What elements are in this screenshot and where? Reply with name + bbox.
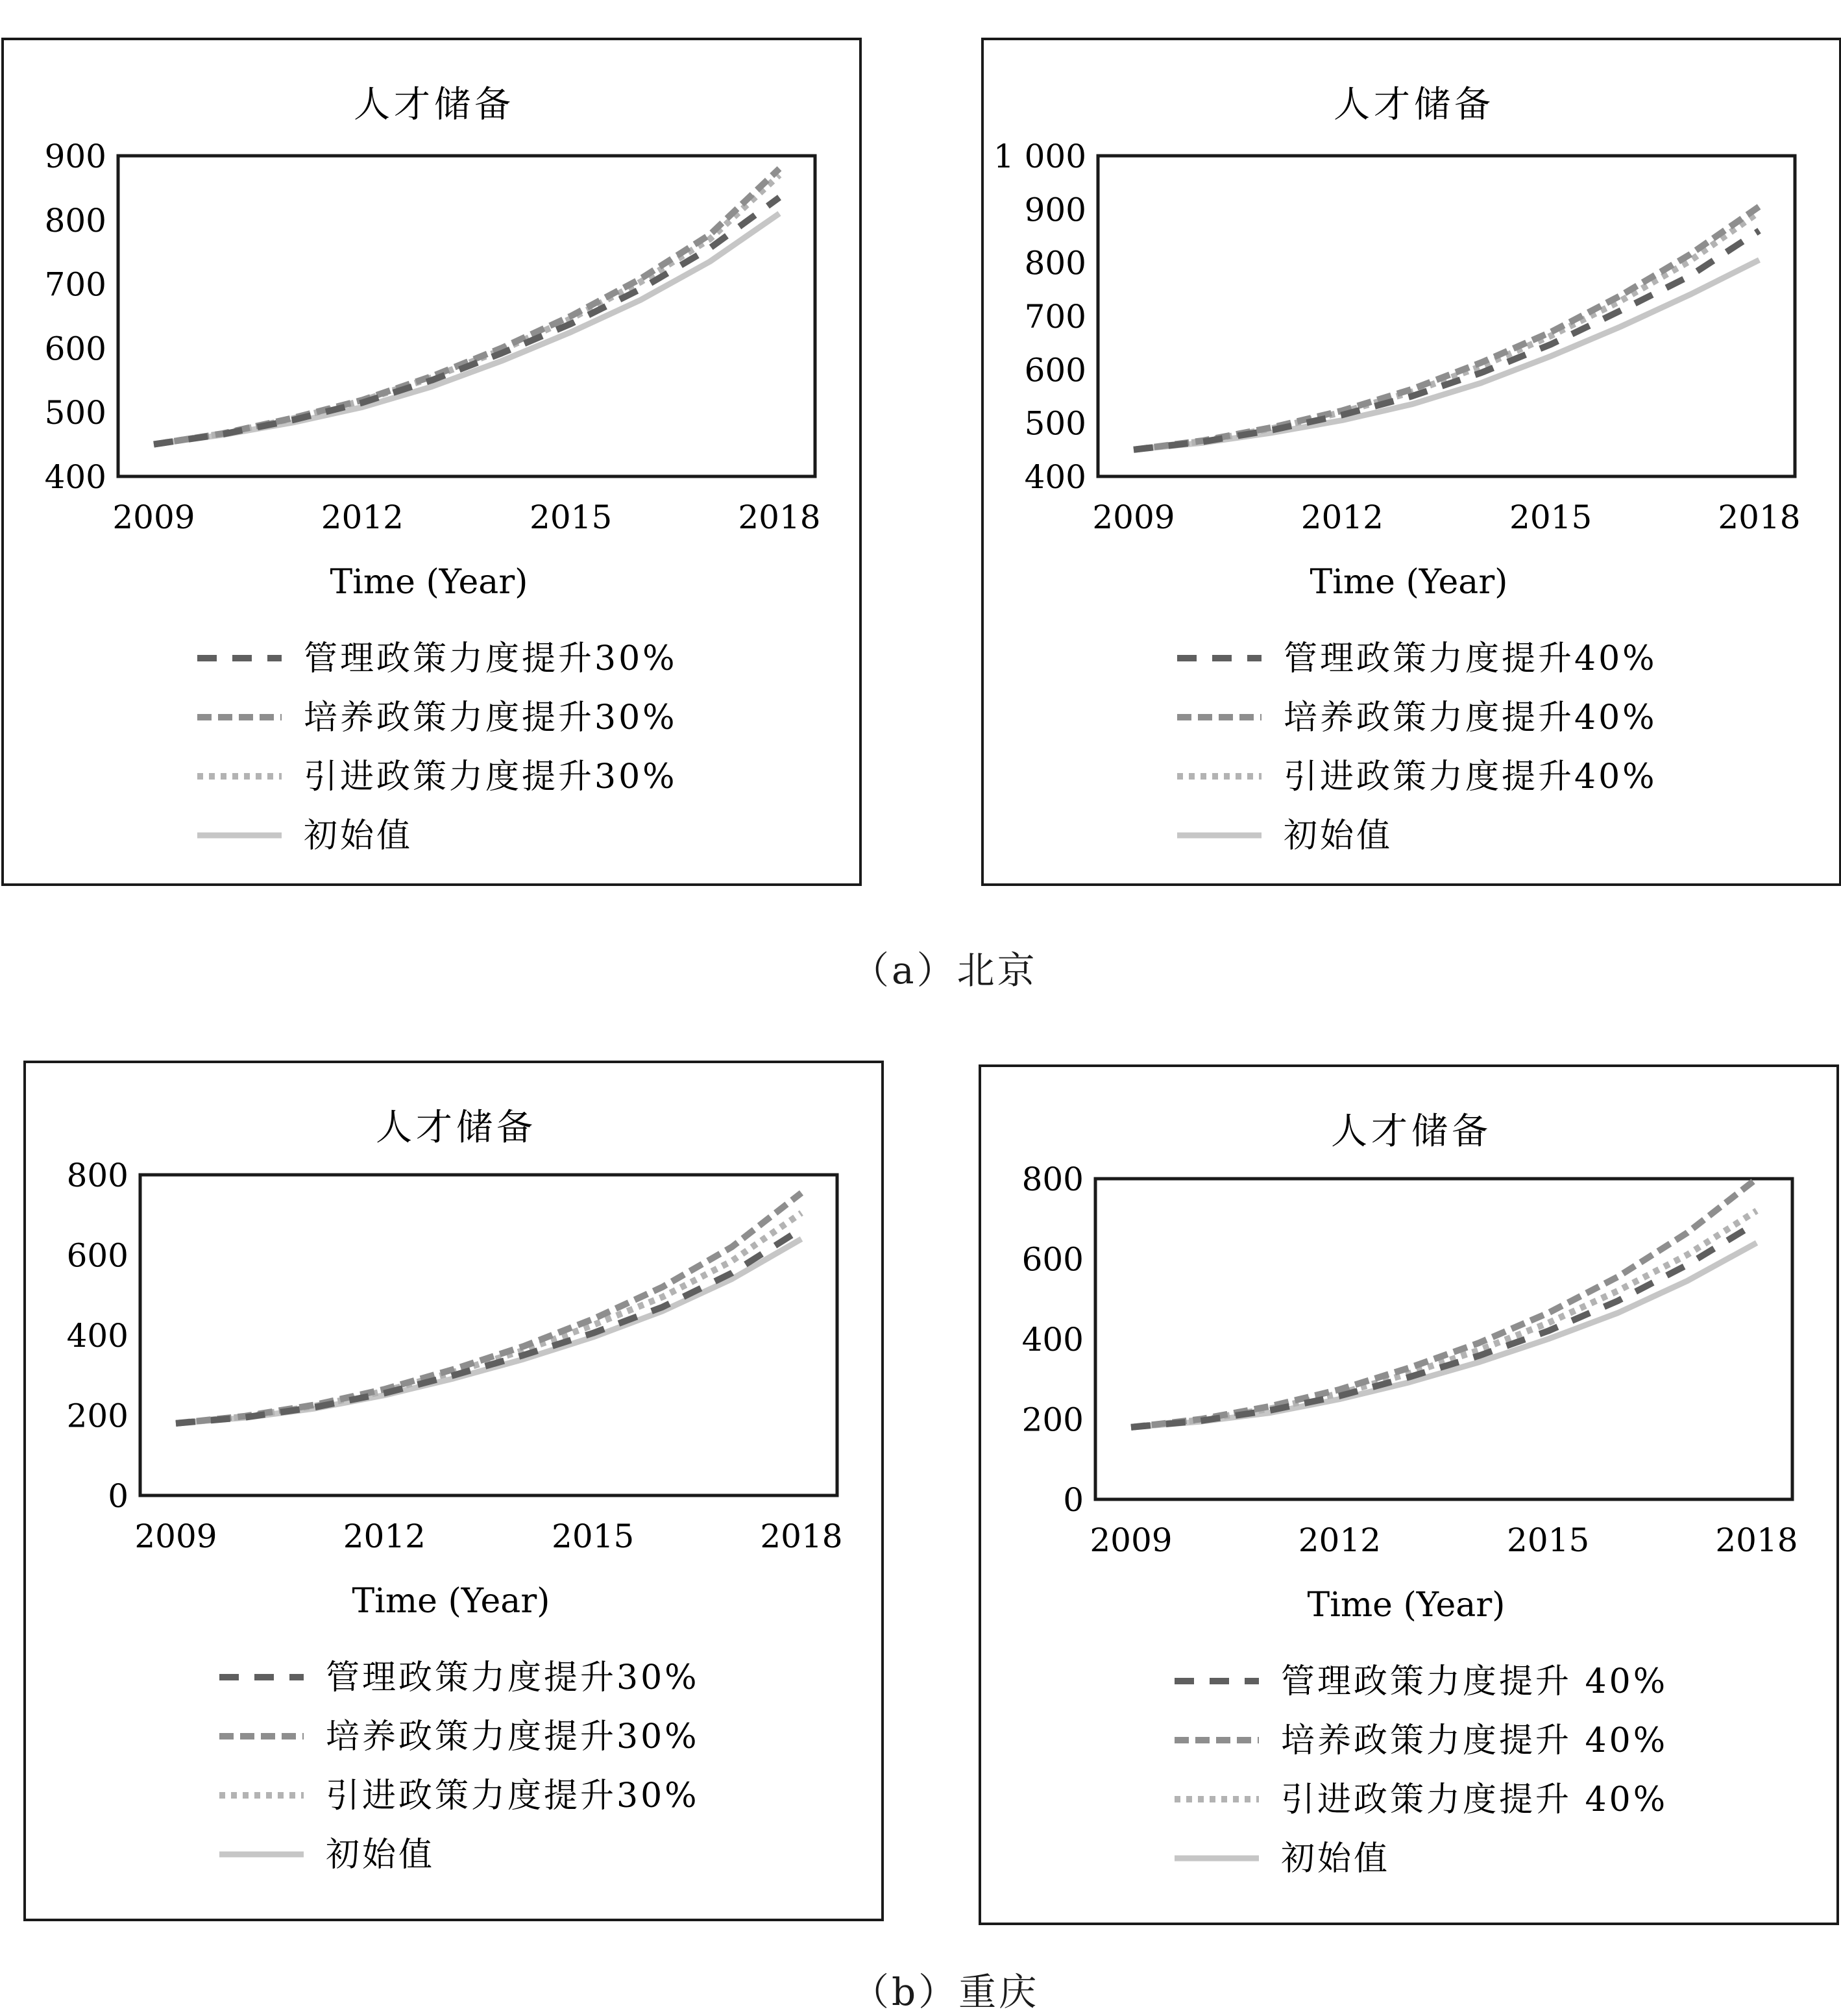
legend [219,1658,700,1875]
x-tick-label: 2009 [134,1518,217,1555]
line-chart [981,1067,1841,1928]
x-tick-label: 2012 [1298,1521,1381,1559]
legend-label: 初始值 [304,817,413,855]
caption-a: （a）北京 [851,948,1038,992]
x-axis-label: Time (Year) [1310,563,1508,602]
x-axis-label: Time (Year) [1307,1586,1506,1625]
line-chart [984,40,1841,889]
legend-label: 培养政策力度提升 40% [1281,1721,1668,1760]
series-line [176,1193,801,1423]
y-tick-label: 900 [44,138,106,175]
series-line [1134,230,1759,450]
series-line [1134,212,1759,450]
y-tick-label: 400 [1024,458,1086,496]
caption-b: （b）重庆 [851,1970,1040,2014]
chart-title: 人才储备 [376,1107,537,1149]
y-tick-label: 500 [44,394,106,432]
y-tick-label: 700 [44,265,106,304]
x-tick-label: 2012 [321,498,404,536]
series-line [154,169,779,445]
y-tick-label: 800 [1024,244,1086,282]
x-tick-label: 2015 [1509,498,1592,536]
y-tick-label: 1 000 [993,138,1086,175]
legend [197,639,677,855]
series-line [1131,1211,1757,1427]
x-tick-label: 2012 [343,1518,426,1555]
x-tick-label: 2015 [530,498,613,536]
line-chart [4,40,864,889]
legend-label: 管理政策力度提升40% [1284,639,1657,678]
plot-area [1098,156,1795,476]
series-line [1134,206,1759,450]
legend-label: 引进政策力度提升30% [326,1776,700,1815]
chart-panel-chongqing-40 [979,1064,1839,1925]
legend-label: 管理政策力度提升30% [326,1658,700,1697]
x-tick-label: 2018 [760,1518,843,1555]
x-axis-label: Time (Year) [352,1582,550,1621]
legend-label: 培养政策力度提升30% [304,698,677,737]
line-chart [26,1063,886,1924]
legend-label: 管理政策力度提升30% [304,639,677,678]
y-tick-label: 800 [1021,1161,1084,1198]
series-line [1131,1243,1757,1427]
chart-title: 人才储备 [1334,84,1494,126]
chart-title: 人才储备 [1331,1111,1492,1153]
x-tick-label: 2009 [112,498,195,536]
y-tick-label: 500 [1024,404,1086,443]
x-tick-label: 2018 [1718,498,1801,536]
x-tick-label: 2012 [1300,498,1384,536]
legend-label: 引进政策力度提升40% [1284,757,1657,796]
y-tick-label: 800 [44,201,106,240]
legend-label: 引进政策力度提升30% [304,757,677,796]
legend-label: 培养政策力度提升30% [326,1717,700,1756]
series-line [154,197,779,444]
y-tick-label: 0 [1063,1481,1084,1519]
legend-label: 初始值 [1284,817,1393,855]
x-axis-label: Time (Year) [330,563,528,602]
y-tick-label: 200 [1021,1401,1084,1439]
legend [1177,639,1657,855]
x-tick-label: 2009 [1090,1521,1173,1559]
chart-title: 人才储备 [354,84,515,126]
plot-area [118,156,815,476]
x-tick-label: 2009 [1092,498,1175,536]
x-tick-label: 2018 [738,498,821,536]
series-line [1131,1179,1757,1427]
series-line [1131,1223,1757,1427]
series-line [1134,260,1759,450]
y-tick-label: 900 [1024,191,1086,229]
series-line [176,1239,801,1423]
y-tick-label: 600 [1024,351,1086,389]
y-tick-label: 800 [66,1157,128,1194]
y-tick-label: 700 [1024,298,1086,336]
series-line [176,1213,801,1423]
plot-area [140,1175,837,1495]
y-tick-label: 600 [1021,1240,1084,1279]
plot-area [1095,1179,1792,1499]
y-tick-label: 400 [66,1317,128,1355]
y-tick-label: 600 [44,330,106,368]
y-tick-label: 0 [108,1477,128,1515]
chart-panel-beijing-40 [981,38,1841,886]
legend-label: 引进政策力度提升 40% [1281,1780,1668,1819]
chart-panel-chongqing-30 [23,1061,884,1921]
series-line [154,175,779,445]
y-tick-label: 400 [1021,1321,1084,1358]
x-tick-label: 2018 [1715,1521,1798,1559]
legend-label: 培养政策力度提升40% [1284,698,1657,737]
legend [1175,1662,1668,1878]
y-tick-label: 600 [66,1236,128,1275]
legend-label: 管理政策力度提升 40% [1281,1662,1668,1701]
legend-label: 初始值 [326,1836,435,1875]
x-tick-label: 2015 [552,1518,635,1555]
y-tick-label: 400 [44,458,106,496]
legend-label: 初始值 [1281,1839,1391,1878]
x-tick-label: 2015 [1507,1521,1590,1559]
y-tick-label: 200 [66,1397,128,1435]
chart-panel-beijing-30 [1,38,862,886]
